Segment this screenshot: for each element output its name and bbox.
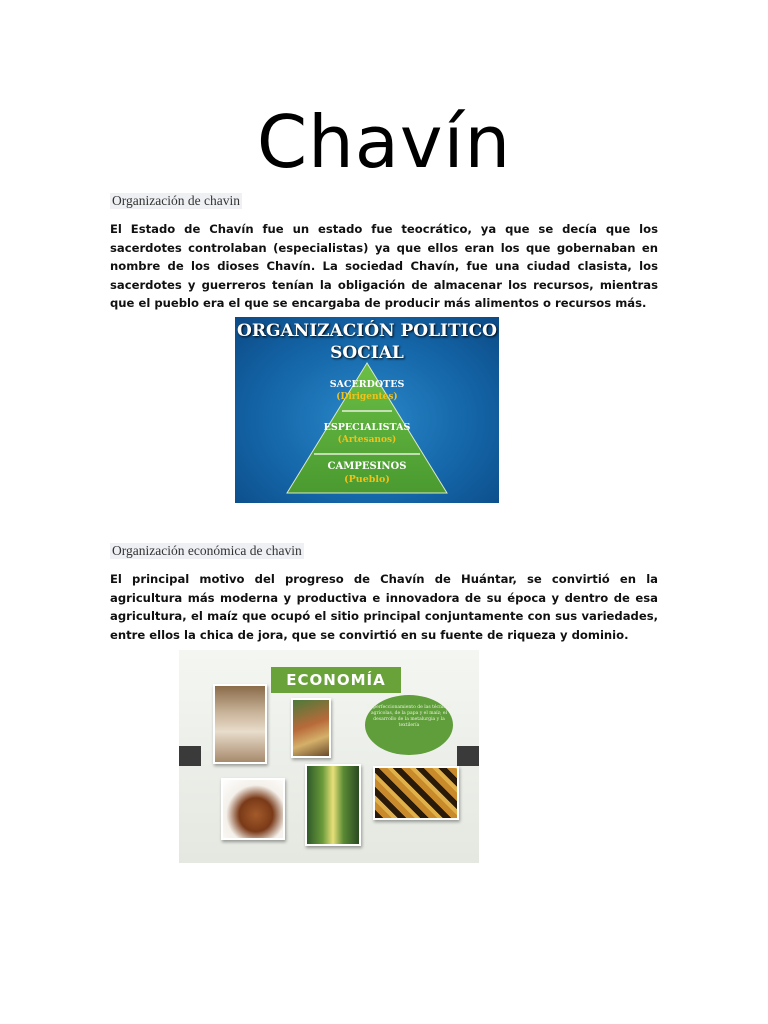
page-title: Chavín — [256, 100, 512, 184]
level-label-campesinos: CAMPESINOS — [327, 461, 407, 472]
image-title-line1: ORGANIZACIÓN POLITICO — [237, 321, 497, 341]
section-heading-organizacion: Organización de chavin — [112, 193, 240, 208]
section-paragraph-organizacion: El Estado de Chavín fue un estado fue teocrático, ya que se decía que los sacerdotes controlaban (especialistas) ya que ellos eran los que gobernaban en nombre de los dioses Chavín. La sociedad Chavín, fue una ciudad clasista, los sacerdotes y guerreros tenían la obligación de almacenar los recursos, mientras que el pueblo era el que se encargaba de producir más alimentos o recursos más. — [110, 222, 658, 311]
economia-banner: ECONOMÍA — [271, 667, 401, 693]
gold-artifacts-photo — [373, 766, 459, 820]
left-tab-decoration — [179, 746, 201, 766]
llama-photo — [213, 684, 267, 764]
right-tab-decoration — [457, 746, 479, 766]
level-label-sacerdotes: SACERDOTES — [329, 379, 405, 390]
level-sub-pueblo: (Pueblo) — [344, 474, 390, 485]
organizacion-politico-social-image — [235, 317, 499, 503]
level-sub-dirigentes: (Dirigentes) — [336, 392, 398, 402]
section-paragraph-economica: El principal motivo del progreso de Chavín de Huántar, se convirtió en la agricultura más moderna y productiva e innovadora de su época y dentro de esa agricultura, el maíz que ocupó el sitio principal conjuntamente con sus variedades, entre ellos la chica de jora, que se convirtió en su fuente de riqueza y dominio. — [110, 572, 658, 642]
pyramid-diagram — [235, 317, 499, 503]
economia-oval-text: El perfeccionamiento de las técnicas agrícolas, de la papa y el maíz; el desarrollo de la metalurgia y la textilería — [365, 695, 453, 755]
maize-photo — [305, 764, 361, 846]
section-heading-economica: Organización económica de chavin — [112, 543, 302, 558]
level-label-especialistas: ESPECIALISTAS — [323, 422, 411, 433]
economia-image — [179, 650, 479, 863]
farmers-photo — [291, 698, 331, 758]
image-title-line2: SOCIAL — [330, 343, 404, 363]
ceramic-vessel-photo — [221, 778, 285, 840]
level-sub-artesanos: (Artesanos) — [337, 435, 397, 445]
